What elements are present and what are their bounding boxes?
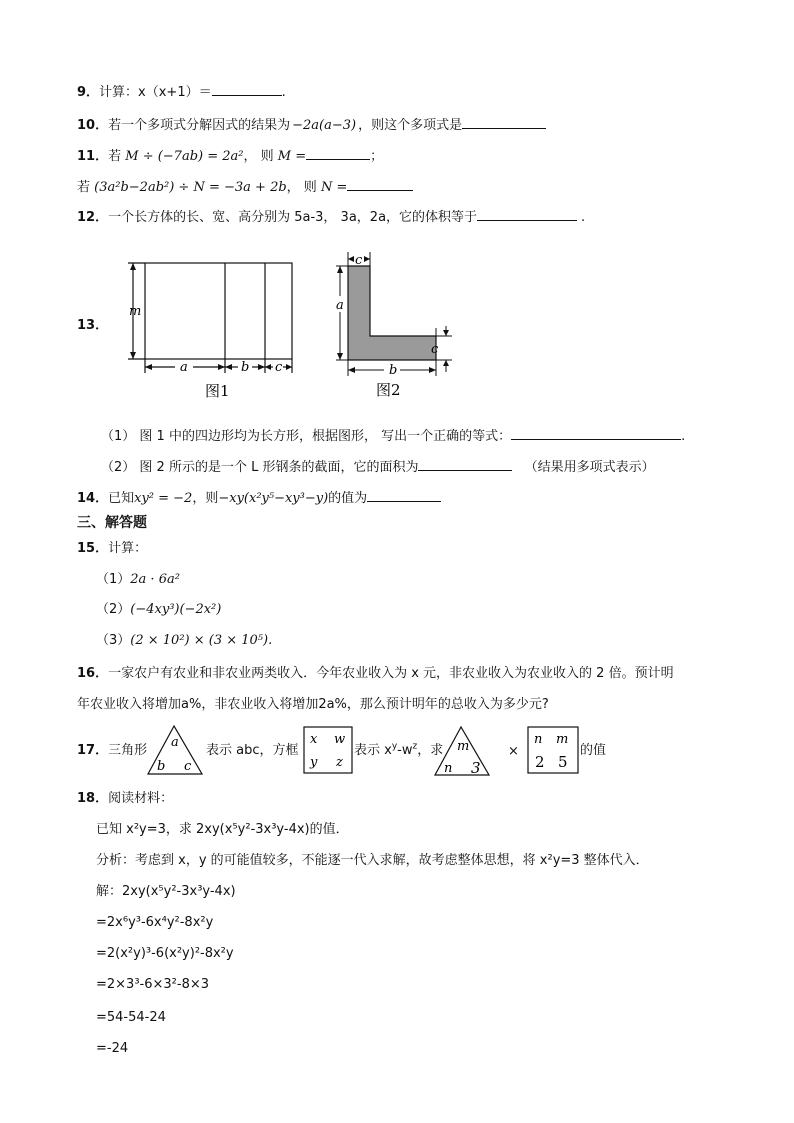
answer-blank[interactable]	[462, 114, 546, 129]
solution-step: =2×3³-6×3²-8×3	[96, 977, 210, 992]
question-text: 的值	[580, 743, 607, 758]
answer-blank[interactable]	[418, 456, 512, 471]
question-13-part-1	[101, 425, 685, 447]
question-17	[77, 741, 147, 761]
question-text: ， 则	[243, 149, 274, 164]
question-18	[77, 789, 173, 809]
question-10	[77, 114, 546, 136]
question-17-text-2	[354, 741, 443, 761]
triangle-abc-diagram	[146, 724, 206, 776]
semicolon: ；	[370, 149, 384, 164]
section-heading: 三、解答题	[77, 515, 147, 531]
label-c: c	[275, 360, 283, 375]
question-tail: ，则这个多项式是	[358, 118, 463, 133]
question-number: 9．	[77, 85, 100, 100]
box-bottom-left: y	[310, 755, 318, 770]
question-number: 17．	[77, 743, 109, 758]
figure-2-caption: 图2	[376, 381, 401, 399]
box-bottom-right: z	[336, 755, 343, 770]
box-top-left: n	[534, 732, 543, 747]
tri-top: a	[171, 735, 179, 750]
math-expression: (2 × 10²) × (3 × 10⁵).	[130, 633, 273, 648]
question-text: 若	[77, 180, 91, 195]
tri-bottom-right: c	[184, 759, 192, 774]
question-text: 若	[108, 149, 122, 164]
label-c-side: c	[431, 342, 439, 357]
question-14	[77, 487, 441, 509]
answer-blank[interactable]	[511, 425, 681, 440]
reading-given: 已知 x²y=3，求 2xy(x⁵y²-3x³y-4x)的值．	[96, 822, 349, 837]
question-text: 一家农户有农业和非农业两类收入．今年农业收入为 x 元，非农业收入为农业收入的 2 倍。预计明	[108, 666, 674, 681]
box-bottom-left: 2	[535, 753, 545, 771]
box-bottom-right: 5	[558, 753, 568, 771]
triangle-mn3-diagram	[433, 725, 493, 777]
box-top-left: x	[310, 732, 318, 747]
tri-bottom-left: b	[157, 759, 166, 774]
tri-bottom-right: 3	[471, 759, 481, 777]
label-b: b	[389, 363, 398, 378]
tri-top: m	[457, 739, 470, 754]
math-expression: (3a²b−2ab²) ÷ N = −3a + 2b	[94, 180, 287, 195]
question-9	[77, 81, 286, 103]
solution-step: =2(x²y)³-6(x²y)²-8x²y	[96, 946, 234, 961]
times-sign: ×	[508, 744, 519, 759]
box-top-right: m	[556, 732, 569, 747]
question-text: ，求	[417, 743, 444, 758]
question-text: 年农业收入将增加a%，非农业收入将增加2a%，那么预计明年的总收入为多少元?	[77, 697, 549, 712]
question-15-part-3	[96, 631, 272, 651]
question-17-text-4	[580, 741, 606, 761]
question-note: （结果用多项式表示）	[524, 460, 655, 475]
solution-step: 解：2xy(x⁵y²-3x³y-4x)	[96, 884, 236, 899]
label-a: a	[336, 298, 344, 313]
question-number: 12．	[77, 210, 109, 225]
question-text: 三角形	[108, 743, 148, 758]
question-11-line1	[77, 145, 383, 167]
question-text: 若一个多项式分解因式的结果为	[108, 118, 291, 133]
reading-analysis: 分析：考虑到 x，y 的可能值较多，不能逐一代入求解，故考虑整体思想，将 x²y=3 整体代入．	[96, 853, 649, 868]
box-xywz-diagram	[303, 726, 353, 774]
label-c-top: c	[355, 253, 363, 268]
question-11-line2	[77, 176, 413, 198]
question-tail: 的值为	[328, 491, 368, 506]
question-16-line1	[77, 664, 674, 684]
solution-step: =2x⁶y³-6x⁴y²-8x²y	[96, 915, 214, 930]
question-text: 表示 abc，方框	[206, 743, 299, 758]
question-text: 表示 x	[354, 743, 392, 758]
question-number: 18．	[77, 791, 109, 806]
figure-1	[125, 258, 305, 403]
figure-2	[328, 252, 458, 402]
math-expression: −xy(x²y⁵−xy³−y)	[218, 491, 329, 506]
period: .	[581, 210, 586, 225]
part-number: （1）	[96, 572, 131, 587]
math-variable: M =	[277, 149, 307, 164]
question-text: 计算：	[108, 541, 148, 556]
part-number: （2）	[96, 602, 131, 617]
tri-bottom-left: n	[444, 761, 453, 776]
question-text: 阅读材料：	[108, 791, 174, 806]
question-number: 16．	[77, 666, 109, 681]
math-expression: 2a · 6a²	[130, 572, 180, 587]
answer-blank[interactable]	[477, 206, 577, 221]
label-b: b	[241, 360, 250, 375]
box-nm25-diagram	[527, 726, 579, 774]
math-expression: −2a(a−3)	[292, 118, 357, 133]
question-16-line2	[77, 695, 549, 715]
math-expression: M ÷ (−7ab) = 2a²	[125, 149, 244, 164]
question-15-part-2	[96, 600, 221, 620]
question-text: 已知	[108, 491, 135, 506]
question-text: （1） 图 1 中的四边形均为长方形，根据图形， 写出一个正确的等式：	[101, 429, 512, 444]
solution-step: =-24	[96, 1041, 129, 1056]
question-text: -w	[397, 743, 413, 758]
solution-step: =54-54-24	[96, 1010, 166, 1025]
question-13-part-2	[101, 456, 655, 478]
question-number: 14．	[77, 491, 109, 506]
answer-blank[interactable]	[367, 487, 441, 502]
answer-blank[interactable]	[306, 145, 370, 160]
question-number: 11．	[77, 149, 109, 164]
math-variable: N =	[320, 180, 348, 195]
question-number: 15．	[77, 541, 109, 556]
question-text: 一个长方体的长、宽、高分别为 5a-3， 3a，2a，它的体积等于	[108, 210, 478, 225]
question-text: 计算：x（x+1）＝	[99, 85, 212, 100]
answer-blank[interactable]	[347, 176, 413, 191]
period: .	[681, 429, 686, 444]
exponent: z	[412, 741, 418, 752]
question-17-text-1	[206, 741, 299, 761]
label-a: a	[180, 360, 188, 375]
label-m: m	[129, 304, 142, 319]
period: .	[281, 85, 286, 100]
question-text: （2） 图 2 所示的是一个 L 形钢条的截面，它的面积为	[101, 460, 419, 475]
exponent: y	[391, 741, 398, 752]
question-13	[77, 316, 108, 336]
part-number: （3）	[96, 633, 131, 648]
math-expression: xy² = −2	[134, 491, 193, 506]
question-15-part-1	[96, 570, 180, 590]
question-number: 10．	[77, 118, 109, 133]
box-top-right: w	[334, 732, 346, 747]
question-12	[77, 206, 585, 228]
question-15	[77, 539, 147, 559]
question-number: 13．	[77, 318, 109, 333]
question-text: ，则	[192, 491, 219, 506]
figure-1-caption: 图1	[205, 382, 230, 400]
answer-blank[interactable]	[212, 81, 282, 96]
question-text: ， 则	[286, 180, 317, 195]
math-expression: (−4xy³)(−2x²)	[130, 602, 222, 617]
